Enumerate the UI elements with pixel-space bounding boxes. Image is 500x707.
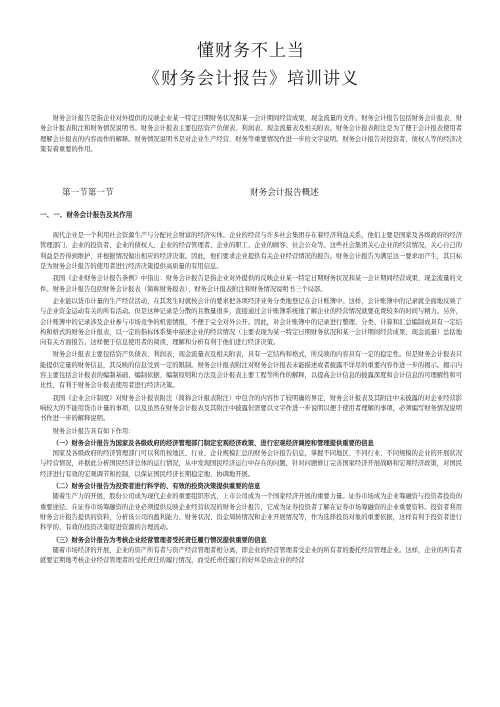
point-heading-3: （三）财务会计报告为考核企业经营管理者受托责任履行情况提供重要的信息 <box>52 536 267 544</box>
body-paragraph-2: 我国《企业财务会计报告条例》中指出：财务会计报告是指企业对外提供的反映企业某一特定日期财务状况和某一会计期间经营成果、现金流量的文件。财务会计报告包括财务会计报表（简称财务报表）、财务会计报表附注和财务情况说明书三个局部。 <box>40 275 462 293</box>
point-text-2: 随着生产力的开展，股份公司成为现代企业的重要组织形式，上市公司成为一个国家经济开展的重要力量。证券市场成为企业筹融资与投资者投资的重要途径。在证券市场筹融资的企业必须提供反映企业经营状况的财务会计报告，它成为证券投资者了解在证券市场筹融资的企业重要资料。投资者利用财务会计报告提供的资料，分析该公司的盈利能力、财务状况、资金周转情况和企业开展情况等，作为选择投资对象的重要依据，这样有利于投资者进行科学的、有效的投资决策促进资源的合理流动。 <box>40 493 462 532</box>
body-paragraph-6: 财务会计报告具有如下作用： <box>52 427 135 435</box>
document-title-line2: 《财务会计报告》培训讲义 <box>143 69 359 89</box>
point-text-1: 国家及各级政府的经济管理部门可以利用按地区、行业、企业规模汇总的财务会计报告信息，掌握不同地区、不同行业、不同规模的企业的开展状况与经营情况，并据此分析国民经济总体的运行情况，从中发现国民经济运行中存在的问题，针对问题修订完善国家经济开展战略和宏观经济政策，对国民经济进行有效的宏观调节和控制，以保证国民经济长期稳定地、协调地开展。 <box>40 450 462 478</box>
body-paragraph-1: 现代企业是一个利用社会资源生产与分配社会财富的经济实体。企业的经营与许多社会集团存在着经济利益关系，他们主要是国家及各级政府的经济管理部门、企业的投资者、企业的债权人、企业的经营管理者、企业的职工、企业的顾客、社会公众等。这些社会集团关心企业的经营情况，关心自己的利益是否得到维护，并根据情况做出相应的经济决策。因此，他们要求企业提供有关企业经营情况的报告。财务会计报告为满足这一要求而产生，其目标是为财务会计报告的使用者进行经济决策提供高质量的有用信息。 <box>40 232 462 271</box>
document-title-line1: 懂财务不上当 <box>197 41 305 61</box>
subsection-heading: 一、一、财务会计报告及其作用 <box>40 211 133 220</box>
section-number: 第一节第一节 <box>62 188 114 199</box>
body-paragraph-5: 我国《企业会计制度》对财务会计报表附注（简称会计报表附注）中包含的内容作了较明确的界定，财务会计报表及其附注中未披露的对企业经营影响较大的不能用货币计量的事项，以及虽然在财务会计报表及其附注中披露但需要以文字作进一步说明以便于使用者理解的事项，必须编写财务情况说明书作进一步的解释说明。 <box>40 394 462 423</box>
section-title: 财务会计报告概述 <box>250 188 319 199</box>
body-paragraph-4: 财务会计报表主要包括资产负债表、利润表、现金流量表及相关附表，具有一定结构和格式，所反映的内容具有一定的稳定性。但是财务会计报表只能提供定量的财务信息，其反映的信息受到一定的限制。财务会计报表附注对财务会计报表未能描述或者披露不详尽的重要内容作进一步的揭示。揭示内容主要包括会计报表的编制基础、编制依据、编制原则和方法及会计报表主要工程等所作的解释，以提高会计信息的披露深度和会计信息的可理解性和可比性，有利于财务会计报表使用者进行经济决策。 <box>40 351 462 390</box>
section-heading <box>40 187 462 199</box>
intro-paragraph: 财务会计报告是指企业对外提供的反映企业某一特定日期财务状况和某一会计期间经营成果、现金流量的文件。财务会计报告包括财务会计报表、财务会计报表附注和财务情况说明书。财务会计报表主要包括资产负债表、利润表、现金流量表及相关附表。财务会计报表附注是为了便于会计报表使用者理解会计报表的内容而作的解释。财务情况说明书是对企业生产经营、财务等重要情况作进一步的文字说明。财务会计报告对投资者、债权人等的经济决策有着重要的作用。 <box>40 115 462 153</box>
point-text-3: 随着市场经济的开展，企业的资产所有者与资产经营管理者相分离，即企业的经营管理者受企业的所有者的委托经营管理企业。这样，企业的所有者就要定期地考核企业经营管理者的受托责任的履行情况，而受托责任履行的好坏是由企业的经营 <box>40 546 462 565</box>
point-heading-2: （二）财务会计报告为投资者进行科学的、有效的投资决策提供重要的信息 <box>52 483 261 491</box>
point-heading-1: （一）财务会计报告为国家及各级政府的经济管理部门制定宏观经济政策、进行宏观经济调控和管理提供重要的信息 <box>52 439 374 447</box>
body-paragraph-3: 企业能以货币计量的生产经营活动，在其发生时就按会计的要求把各项经济业务分类地登记在会计账簿中。这样，会计账簿中的记录就全面地反映了与企业资金运动有关的所有活动。但是这种记录是分散的且数量很多，直接通过会计账簿系统地了解企业的经营情况就要花费较多的时间与精力。另外，会计账簿中的记录涉及企业参与市场竞争的机密情报，不便于完全对外公开。因此，对会计账簿中的记录进行整理、分类、计算和汇总编制成具有一定结构和格式的财务会计报表，以一定的指标体系集中描述企业的经营情况（主要表现为某一特定日期财务状况和某一会计期间经营成果、现金流量）总括地向有关方面报告。这样便于信息使用者的阅读、理解和分析有利于他们进行经济决策。 <box>40 297 462 347</box>
